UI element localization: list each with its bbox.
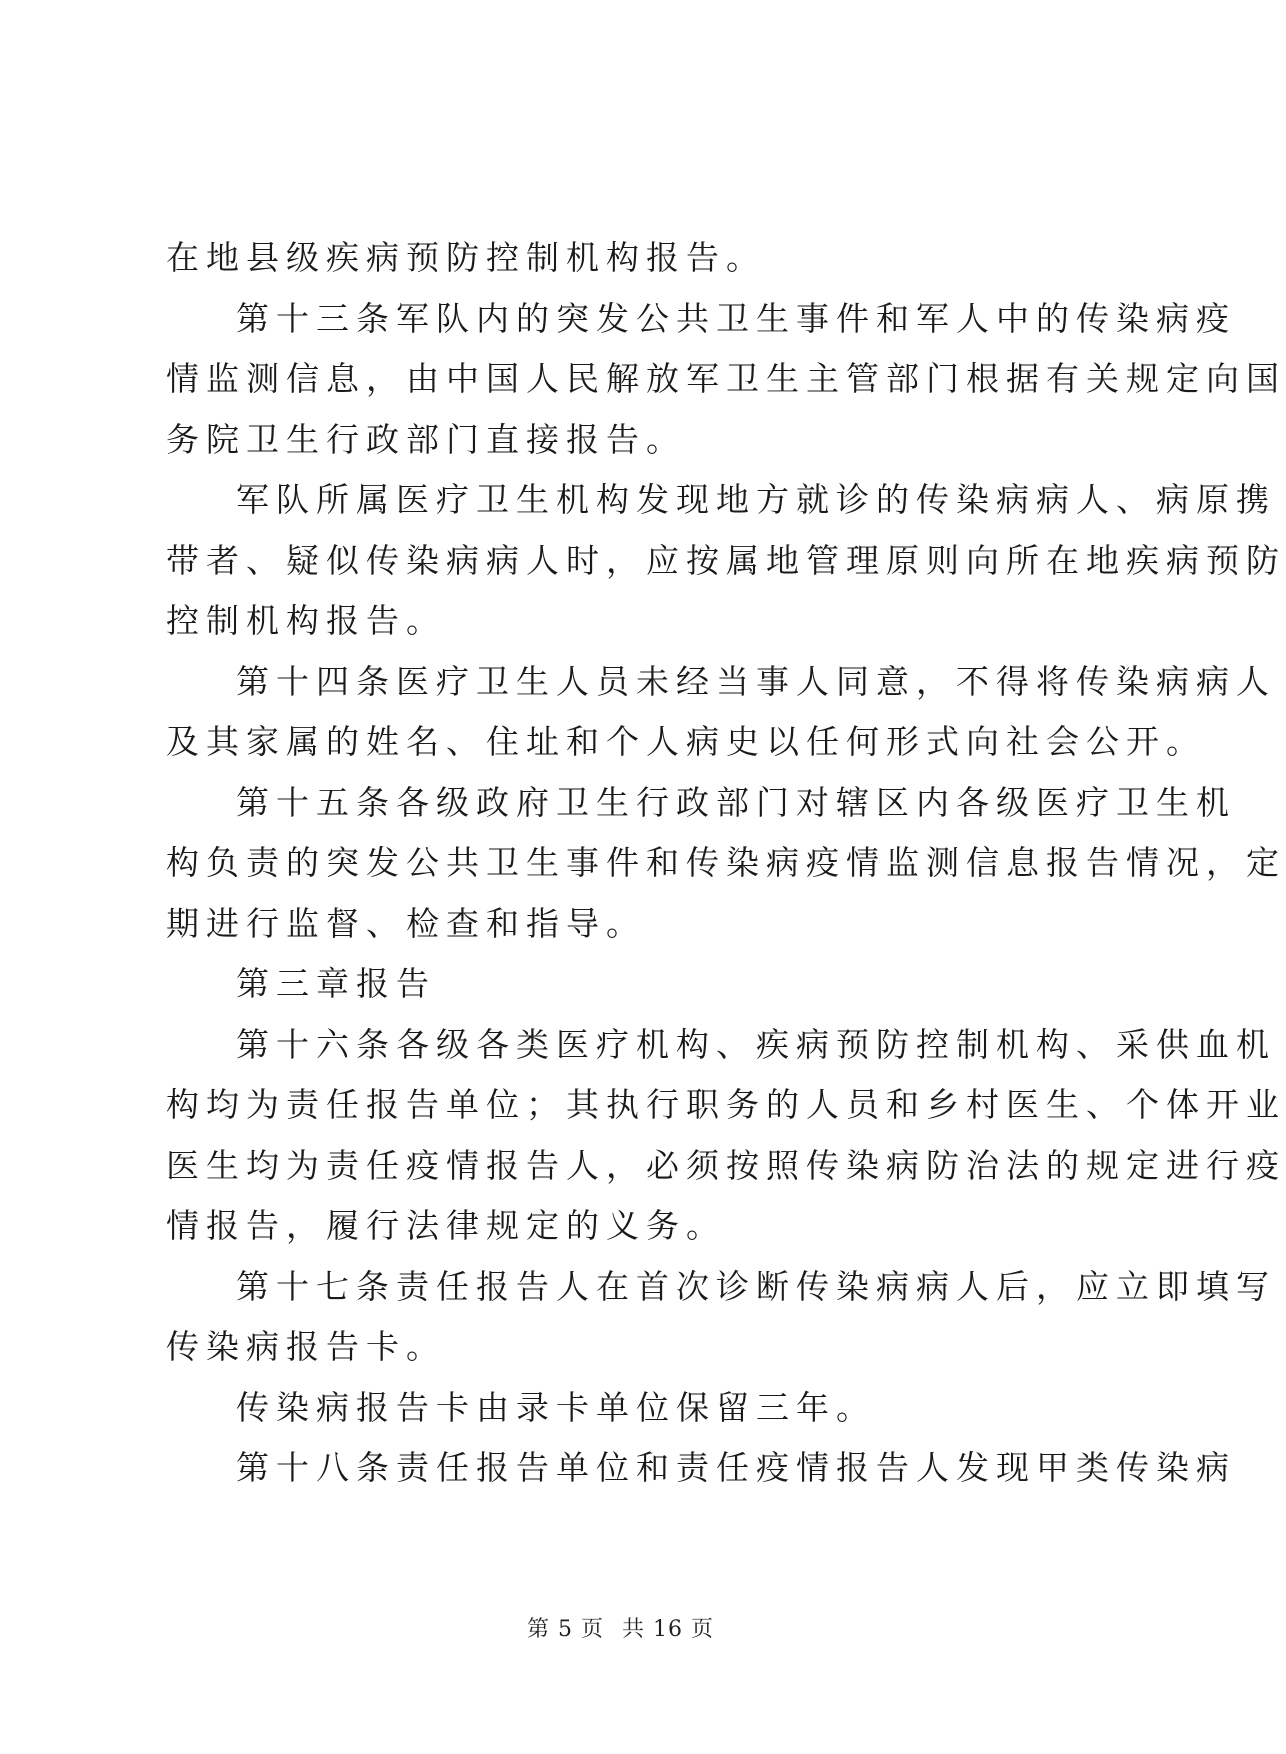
- text-line: 构均为责任报告单位；其执行职务的人员和乡村医生、个体开业: [166, 1085, 1286, 1124]
- text-line: 传染病报告卡由录卡单位保留三年。: [236, 1387, 876, 1427]
- chapter-heading: 第三章报告: [236, 964, 436, 1003]
- text-line: 第十八条责任报告单位和责任疫情报告人发现甲类传染病: [236, 1448, 1236, 1487]
- text-line: 传染病报告卡。: [166, 1327, 446, 1366]
- text-line: 第十六条各级各类医疗机构、疾病预防控制机构、采供血机: [236, 1024, 1276, 1064]
- text-line: 在地县级疾病预防控制机构报告。: [166, 238, 766, 277]
- page-footer: [0, 1612, 1241, 1643]
- text-line: 控制机构报告。: [166, 601, 446, 640]
- text-line: 医生均为责任疫情报告人，必须按照传染病防治法的规定进行疫: [166, 1145, 1286, 1185]
- document-body: [166, 228, 1286, 1499]
- page-number: 第 5 页: [527, 1617, 604, 1642]
- text-line: 第十四条医疗卫生人员未经当事人同意，不得将传染病病人: [236, 661, 1276, 701]
- text-line: 期进行监督、检查和指导。: [166, 903, 646, 943]
- text-line: 情报告，履行法律规定的义务。: [166, 1206, 726, 1245]
- text-line: 构负责的突发公共卫生事件和传染病疫情监测信息报告情况，定: [166, 843, 1286, 882]
- text-line: 及其家属的姓名、住址和个人病史以任何形式向社会公开。: [166, 722, 1206, 761]
- text-line: 第十七条责任报告人在首次诊断传染病病人后，应立即填写: [236, 1266, 1276, 1306]
- page-total: 共 16 页: [622, 1617, 714, 1642]
- text-line: 第十三条军队内的突发公共卫生事件和军人中的传染病疫: [236, 298, 1236, 338]
- text-line: 务院卫生行政部门直接报告。: [166, 419, 686, 459]
- text-line: 情监测信息，由中国人民解放军卫生主管部门根据有关规定向国: [166, 359, 1286, 398]
- text-line: 第十五条各级政府卫生行政部门对辖区内各级医疗卫生机: [236, 782, 1236, 822]
- text-line: 军队所属医疗卫生机构发现地方就诊的传染病病人、病原携: [236, 480, 1276, 519]
- text-line: 带者、疑似传染病病人时，应按属地管理原则向所在地疾病预防: [166, 540, 1286, 580]
